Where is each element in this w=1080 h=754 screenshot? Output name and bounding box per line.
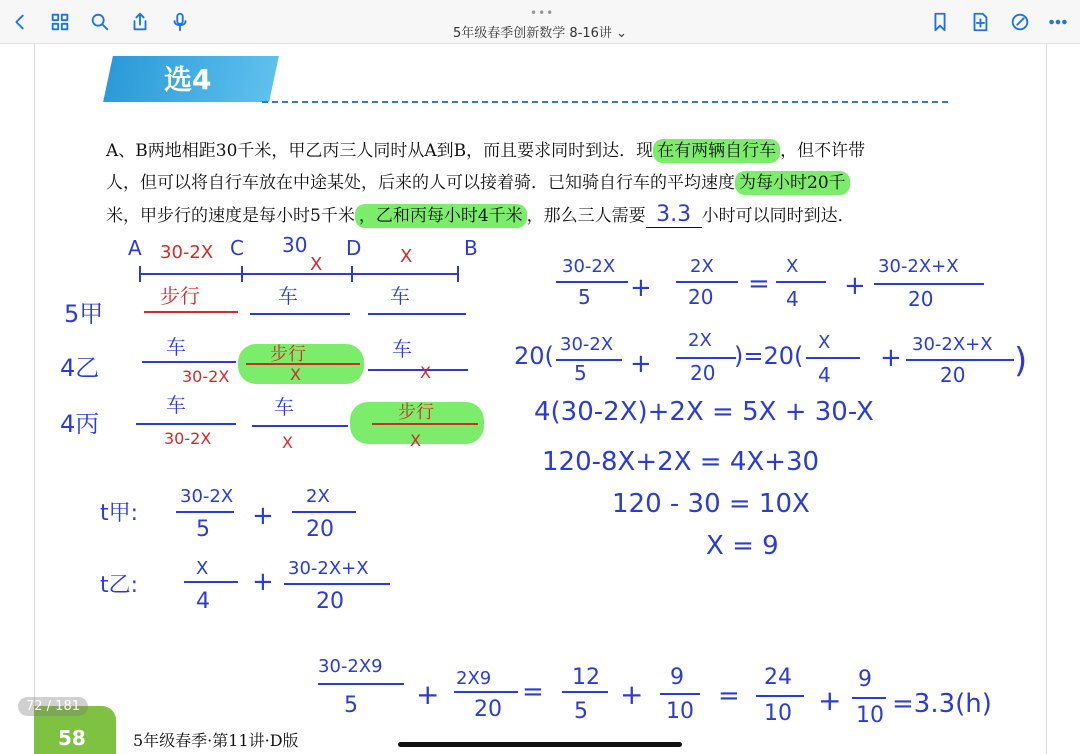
svg-text:10: 10 [764, 701, 792, 726]
problem-text: ，那么三人需要 [526, 206, 646, 226]
ink-leg: 步行 [270, 344, 306, 365]
ink-leg: 步行 [398, 402, 434, 423]
svg-text:4: 4 [786, 287, 799, 311]
ink-person: 4丙 [60, 410, 100, 438]
ink-leg: 车 [166, 393, 186, 417]
ink-leg: 车 [274, 395, 294, 419]
ink-equation: 30-2X [562, 256, 616, 277]
ink-person: 4乙 [60, 354, 100, 382]
problem-text: 米，甲步行的速度是每小时5千米 [106, 206, 355, 226]
ink-sub: X [290, 365, 301, 384]
svg-text:2X: 2X [690, 256, 714, 277]
ink-equation: X = 9 [706, 531, 779, 561]
footer-text: 5年级春季·第11讲·D版 [133, 731, 299, 750]
ink-label: X [400, 246, 413, 267]
svg-text:+: + [880, 343, 902, 373]
svg-text:4: 4 [196, 589, 210, 614]
svg-text:20: 20 [940, 363, 966, 387]
ink-sub: X [410, 431, 421, 450]
svg-text:30-2X: 30-2X [180, 486, 234, 507]
problem-text: A、B两地相距30千米，甲乙丙三人同时从A到B，而且要求同时到达．现 [106, 141, 654, 161]
svg-text:=: = [718, 681, 740, 711]
ink-leg: 车 [278, 284, 298, 308]
svg-text:=3.3(h): =3.3(h) [892, 689, 992, 719]
ink-label: A [128, 236, 142, 260]
ink-sub: 30-2X [164, 429, 212, 448]
problem-text: ，但不许带 [780, 141, 866, 161]
svg-text:9: 9 [858, 667, 872, 692]
svg-text:+: + [252, 501, 274, 531]
svg-text:X: X [196, 558, 209, 579]
svg-text:20: 20 [316, 589, 344, 614]
svg-text:X: X [786, 256, 799, 277]
ink-label: 30 [282, 233, 308, 257]
svg-text:+: + [416, 678, 440, 711]
problem-text: 人，但可以将自行车放在中途某处，后来的人可以接着骑．已知骑自行车的平均速度 [106, 173, 735, 193]
svg-text:30-2X+X: 30-2X+X [288, 558, 369, 579]
section-title: 选4 [164, 63, 212, 96]
ink-formula: t甲: [100, 501, 139, 526]
page-counter: 72 / 181 [18, 697, 88, 716]
ink-equation: 120-8X+2X = 4X+30 [542, 447, 820, 477]
highlight: ，乙和丙每小时4千米 [355, 204, 527, 228]
ink-label: B [464, 236, 478, 260]
svg-text:24: 24 [764, 665, 792, 690]
ink-person: 5甲 [64, 300, 104, 328]
svg-text:30-2X+X: 30-2X+X [878, 256, 959, 277]
ink-equation: 120 - 30 = 10X [612, 489, 810, 519]
ink-equation: 20( [514, 342, 554, 370]
svg-text:4: 4 [818, 363, 831, 387]
highlight: 在有两辆自行车 [653, 139, 780, 163]
ink-sub: X [282, 433, 293, 452]
svg-text:20: 20 [306, 517, 334, 542]
svg-text:9: 9 [670, 665, 684, 690]
ink-equation: 30-2X9 [318, 656, 383, 677]
ink-leg: 车 [390, 284, 410, 308]
svg-text:+: + [252, 567, 274, 597]
page-number: 58 [58, 726, 86, 750]
document-title-text: 5年级春季创新数学 8-16讲 [453, 26, 612, 41]
home-indicator[interactable] [398, 742, 682, 747]
svg-text:=: = [522, 677, 544, 707]
ink-leg: 车 [166, 335, 186, 359]
ink-leg: 车 [392, 337, 412, 361]
svg-text:30-2X+X: 30-2X+X [912, 334, 993, 355]
svg-text:20: 20 [690, 361, 716, 385]
svg-text:): ) [1014, 341, 1028, 381]
ink-label: 30-2X [160, 242, 214, 263]
svg-text:20: 20 [474, 697, 502, 722]
problem-text: 小时可以同时到达． [701, 206, 855, 226]
ink-label: C [230, 236, 244, 260]
ink-equation: 4(30-2X)+2X = 5X + 30-X [534, 397, 874, 427]
answer-blank: 3.3 [646, 202, 702, 228]
svg-text:)=20(: )=20( [734, 342, 804, 370]
chevron-down-icon: ⌄ [616, 26, 627, 41]
svg-text:2X: 2X [688, 330, 712, 351]
svg-text:2X: 2X [306, 486, 330, 507]
svg-text:20: 20 [688, 285, 714, 309]
svg-text:X: X [818, 332, 831, 353]
svg-text:5: 5 [574, 699, 588, 724]
ink-sub: 30-2X [182, 367, 230, 386]
svg-text:5: 5 [196, 517, 210, 542]
ink-sub: X [420, 363, 431, 382]
window-grabber[interactable]: ••• [530, 6, 555, 20]
ink-label: X [310, 254, 323, 275]
svg-text:30-2X: 30-2X [560, 334, 614, 355]
svg-text:5: 5 [344, 693, 358, 718]
svg-text:+: + [630, 349, 652, 379]
svg-text:2X9: 2X9 [456, 668, 492, 689]
svg-text:+: + [818, 684, 842, 717]
svg-text:=: = [748, 269, 770, 299]
svg-text:10: 10 [856, 703, 884, 728]
svg-text:5: 5 [574, 361, 587, 385]
svg-text:+: + [630, 273, 652, 303]
svg-text:+: + [844, 271, 866, 301]
svg-text:12: 12 [572, 665, 600, 690]
svg-text:20: 20 [908, 287, 934, 311]
ink-label: D [346, 236, 362, 260]
svg-text:+: + [620, 678, 644, 711]
svg-text:5: 5 [578, 285, 591, 309]
ink-leg: 步行 [160, 284, 200, 308]
highlight: 为每小时20千 [735, 171, 850, 195]
svg-text:10: 10 [666, 699, 694, 724]
ink-formula: t乙: [100, 573, 139, 598]
